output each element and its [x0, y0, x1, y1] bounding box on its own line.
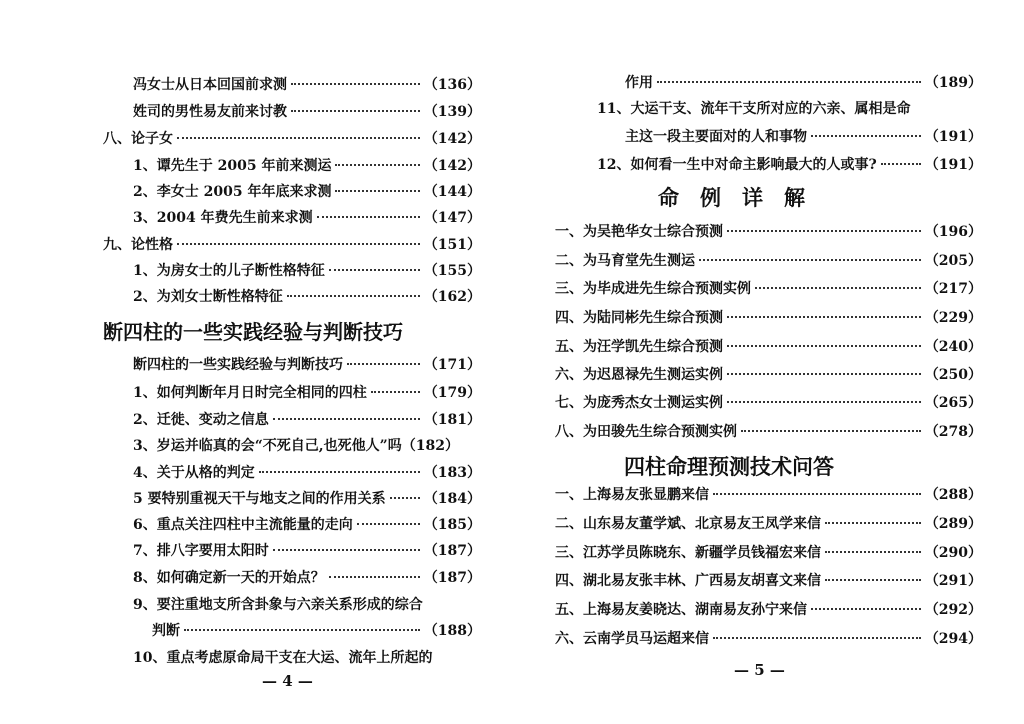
toc-entry-title: 五、为汪学凯先生综合预测	[555, 339, 723, 355]
toc-entry-title: 四、湖北易友张丰林、广西易友胡喜文来信	[555, 573, 821, 589]
toc-entry[interactable]	[555, 515, 982, 533]
leader-dots	[357, 523, 420, 525]
leader-dots	[335, 190, 419, 192]
toc-entry[interactable]	[555, 309, 982, 327]
toc-entry[interactable]	[133, 437, 483, 455]
toc-entry-page: （183）	[423, 465, 481, 481]
leader-dots	[184, 629, 420, 631]
toc-entry-page: （188）	[423, 623, 481, 639]
toc-entry-title: 四、为陆同彬先生综合预测	[555, 310, 723, 326]
toc-entry-page: （291）	[924, 573, 982, 589]
toc-entry-page: （292）	[924, 602, 982, 618]
leader-dots	[287, 295, 420, 297]
toc-entry[interactable]	[133, 209, 481, 227]
toc-entry[interactable]	[133, 288, 481, 306]
toc-entry-page: （265）	[924, 395, 982, 411]
leader-dots	[329, 576, 420, 578]
right-page	[512, 0, 1024, 724]
toc-entry-title: 二、为马育堂先生测运	[555, 253, 695, 269]
leader-dots	[390, 497, 420, 499]
toc-entry[interactable]	[555, 252, 982, 270]
toc-entry-title: 6、重点关注四柱中主流能量的走向	[133, 517, 353, 533]
toc-entry-page: （191）	[924, 129, 982, 145]
page-number: — 4 —	[262, 672, 313, 690]
leader-dots	[371, 391, 420, 393]
toc-entry-page: （144）	[423, 184, 481, 200]
toc-entry-page: （142）	[423, 131, 481, 147]
leader-dots	[811, 608, 921, 610]
toc-entry[interactable]	[555, 572, 982, 590]
toc-entry[interactable]	[555, 338, 982, 356]
toc-entry-page: （278）	[924, 424, 982, 440]
toc-entry[interactable]	[555, 486, 982, 504]
toc-entry[interactable]	[133, 542, 481, 560]
toc-entry-page: （185）	[423, 517, 481, 533]
leader-dots	[657, 81, 921, 83]
toc-entry-page: （250）	[924, 367, 982, 383]
section-heading: 断四柱的一些实践经验与判断技巧	[103, 320, 403, 344]
leader-dots	[741, 430, 921, 432]
toc-entry-page: （294）	[924, 631, 982, 647]
toc-entry-page: （196）	[924, 224, 982, 240]
leader-dots	[727, 373, 921, 375]
toc-entry-title: 1、如何判断年月日时完全相同的四柱	[133, 385, 367, 401]
toc-entry-title: 一、上海易友张显鹏来信	[555, 487, 709, 503]
toc-entry-page: （171）	[423, 357, 481, 373]
leader-dots	[755, 287, 921, 289]
leader-dots	[825, 522, 921, 524]
toc-entry[interactable]	[133, 569, 481, 587]
toc-entry-title: 五、上海易友姜晓达、湖南易友孙宁来信	[555, 602, 807, 618]
toc-entry-page: （217）	[924, 281, 982, 297]
toc-entry-title: 一、为吴艳华女士综合预测	[555, 224, 723, 240]
toc-entry-page: （290）	[924, 545, 982, 561]
toc-entry-title: 作用	[625, 75, 653, 91]
leader-dots	[825, 579, 921, 581]
leader-dots	[273, 418, 420, 420]
toc-entry[interactable]	[152, 622, 481, 640]
toc-entry-page: （191）	[924, 157, 982, 173]
toc-entry[interactable]	[133, 411, 481, 429]
toc-entry-title: 5 要特别重视天干与地支之间的作用关系	[133, 491, 386, 507]
toc-entry-title: 8、如何确定新一天的开始点？	[133, 570, 325, 586]
toc-entry-title: 9、要注重地支所含卦象与六亲关系形成的综合	[133, 597, 423, 613]
leader-dots	[291, 110, 420, 112]
toc-entry-title: 三、为毕成进先生综合预测实例	[555, 281, 751, 297]
toc-entry-title: 11、大运干支、流年干支所对应的六亲、属相是命	[597, 101, 911, 117]
toc-entry-title: 2、迁徙、变动之信息	[133, 412, 269, 428]
toc-entry-title: 3、岁运并临真的会“不死自己,也死他人”吗	[133, 438, 402, 454]
toc-entry-title: 4、关于从格的判定	[133, 465, 255, 481]
toc-entry[interactable]	[133, 103, 481, 121]
toc-entry-page: （151）	[423, 237, 481, 253]
toc-entry-page: （205）	[924, 253, 982, 269]
leader-dots	[347, 363, 420, 365]
toc-entry[interactable]	[555, 366, 982, 384]
leader-dots	[335, 164, 419, 166]
leader-dots	[727, 230, 921, 232]
toc-entry[interactable]	[555, 630, 982, 648]
toc-entry[interactable]	[133, 490, 481, 508]
toc-entry-title: 七、为庞秀杰女士测运实例	[555, 395, 723, 411]
toc-entry-title: 主这一段主要面对的人和事物	[625, 129, 807, 145]
toc-entry-page: （229）	[924, 310, 982, 326]
leader-dots	[713, 493, 921, 495]
toc-entry-title: 10、重点考虑原命局干支在大运、流年上所起的	[133, 650, 433, 666]
toc-entry-title: 八、为田骏先生综合预测实例	[555, 424, 737, 440]
toc-entry[interactable]	[133, 76, 481, 94]
toc-entry-title: 2、为刘女士断性格特征	[133, 289, 283, 305]
toc-entry-page: （187）	[423, 543, 481, 559]
toc-entry[interactable]	[103, 130, 481, 148]
toc-entry-title: 冯女士从日本回国前求测	[133, 77, 287, 93]
toc-entry[interactable]	[625, 128, 982, 146]
section-heading: 四柱命理预测技术问答	[624, 455, 834, 479]
toc-entry-title: 1、谭先生于 2005 年前来测运	[133, 158, 332, 174]
leader-dots	[177, 243, 420, 245]
toc-entry[interactable]	[597, 156, 982, 174]
toc-entry-title: 判断	[152, 623, 180, 639]
toc-entry[interactable]	[133, 384, 481, 402]
toc-entry[interactable]	[555, 601, 982, 619]
leader-dots	[699, 259, 921, 261]
leader-dots	[259, 471, 420, 473]
toc-entry-title: 九、论性格	[103, 237, 173, 253]
toc-entry-title: 八、论子女	[103, 131, 173, 147]
toc-entry-title: 姓司的男性易友前来讨教	[133, 104, 287, 120]
leader-dots	[273, 549, 420, 551]
leader-dots	[329, 269, 420, 271]
toc-entry-title: 1、为房女士的儿子断性格特征	[133, 263, 325, 279]
toc-entry[interactable]	[555, 394, 982, 412]
toc-entry[interactable]	[555, 544, 982, 562]
leader-dots	[727, 345, 921, 347]
toc-entry[interactable]	[555, 423, 982, 441]
toc-entry-title: 3、2004 年费先生前来求测	[133, 210, 313, 226]
toc-entry-title: 六、云南学员马运超来信	[555, 631, 709, 647]
leader-dots	[825, 551, 921, 553]
leader-dots	[317, 216, 420, 218]
toc-entry[interactable]	[555, 280, 982, 298]
toc-entry-title: 二、山东易友董学斌、北京易友王凤学来信	[555, 516, 821, 532]
toc-entry[interactable]	[133, 516, 481, 534]
leader-dots	[291, 83, 420, 85]
toc-entry-title: 2、李女士 2005 年年底来求测	[133, 184, 332, 200]
toc-entry[interactable]	[133, 183, 481, 201]
toc-entry-page: （147）	[423, 210, 481, 226]
toc-entry-title: 三、江苏学员陈晓东、新疆学员钱福宏来信	[555, 545, 821, 561]
toc-entry-page: （240）	[924, 339, 982, 355]
toc-entry[interactable]	[625, 74, 982, 92]
toc-entry-page: （184）	[423, 491, 481, 507]
toc-entry-page: （189）	[924, 75, 982, 91]
toc-entry-page: （179）	[423, 385, 481, 401]
toc-entry[interactable]	[133, 262, 481, 280]
toc-entry-page: （182）	[401, 438, 459, 454]
toc-entry-page: （142）	[423, 158, 481, 174]
leader-dots	[727, 316, 921, 318]
toc-entry[interactable]	[555, 223, 982, 241]
toc-entry[interactable]	[133, 356, 481, 374]
toc-entry-page: （162）	[423, 289, 481, 305]
toc-entry-page: （289）	[924, 516, 982, 532]
leader-dots	[881, 163, 921, 165]
toc-entry-title: 12、如何看一生中对命主影响最大的人或事?	[597, 157, 877, 173]
toc-entry[interactable]	[103, 236, 481, 254]
page-number: — 5 —	[734, 661, 785, 679]
toc-entry-title: 断四柱的一些实践经验与判断技巧	[133, 357, 343, 373]
leader-dots	[713, 637, 921, 639]
leader-dots	[177, 137, 420, 139]
leader-dots	[727, 401, 921, 403]
toc-entry-page: （181）	[423, 412, 481, 428]
toc-entry-page: （288）	[924, 487, 982, 503]
toc-entry-page: （187）	[423, 570, 481, 586]
toc-entry-page: （139）	[423, 104, 481, 120]
toc-entry-page: （136）	[423, 77, 481, 93]
leader-dots	[811, 135, 921, 137]
toc-entry-title: 六、为迟恩禄先生测运实例	[555, 367, 723, 383]
section-heading: 命 例 详 解	[658, 186, 805, 210]
toc-entry[interactable]	[133, 157, 481, 175]
toc-entry-page: （155）	[423, 263, 481, 279]
toc-entry-title: 7、排八字要用太阳时	[133, 543, 269, 559]
toc-entry[interactable]	[133, 464, 481, 482]
